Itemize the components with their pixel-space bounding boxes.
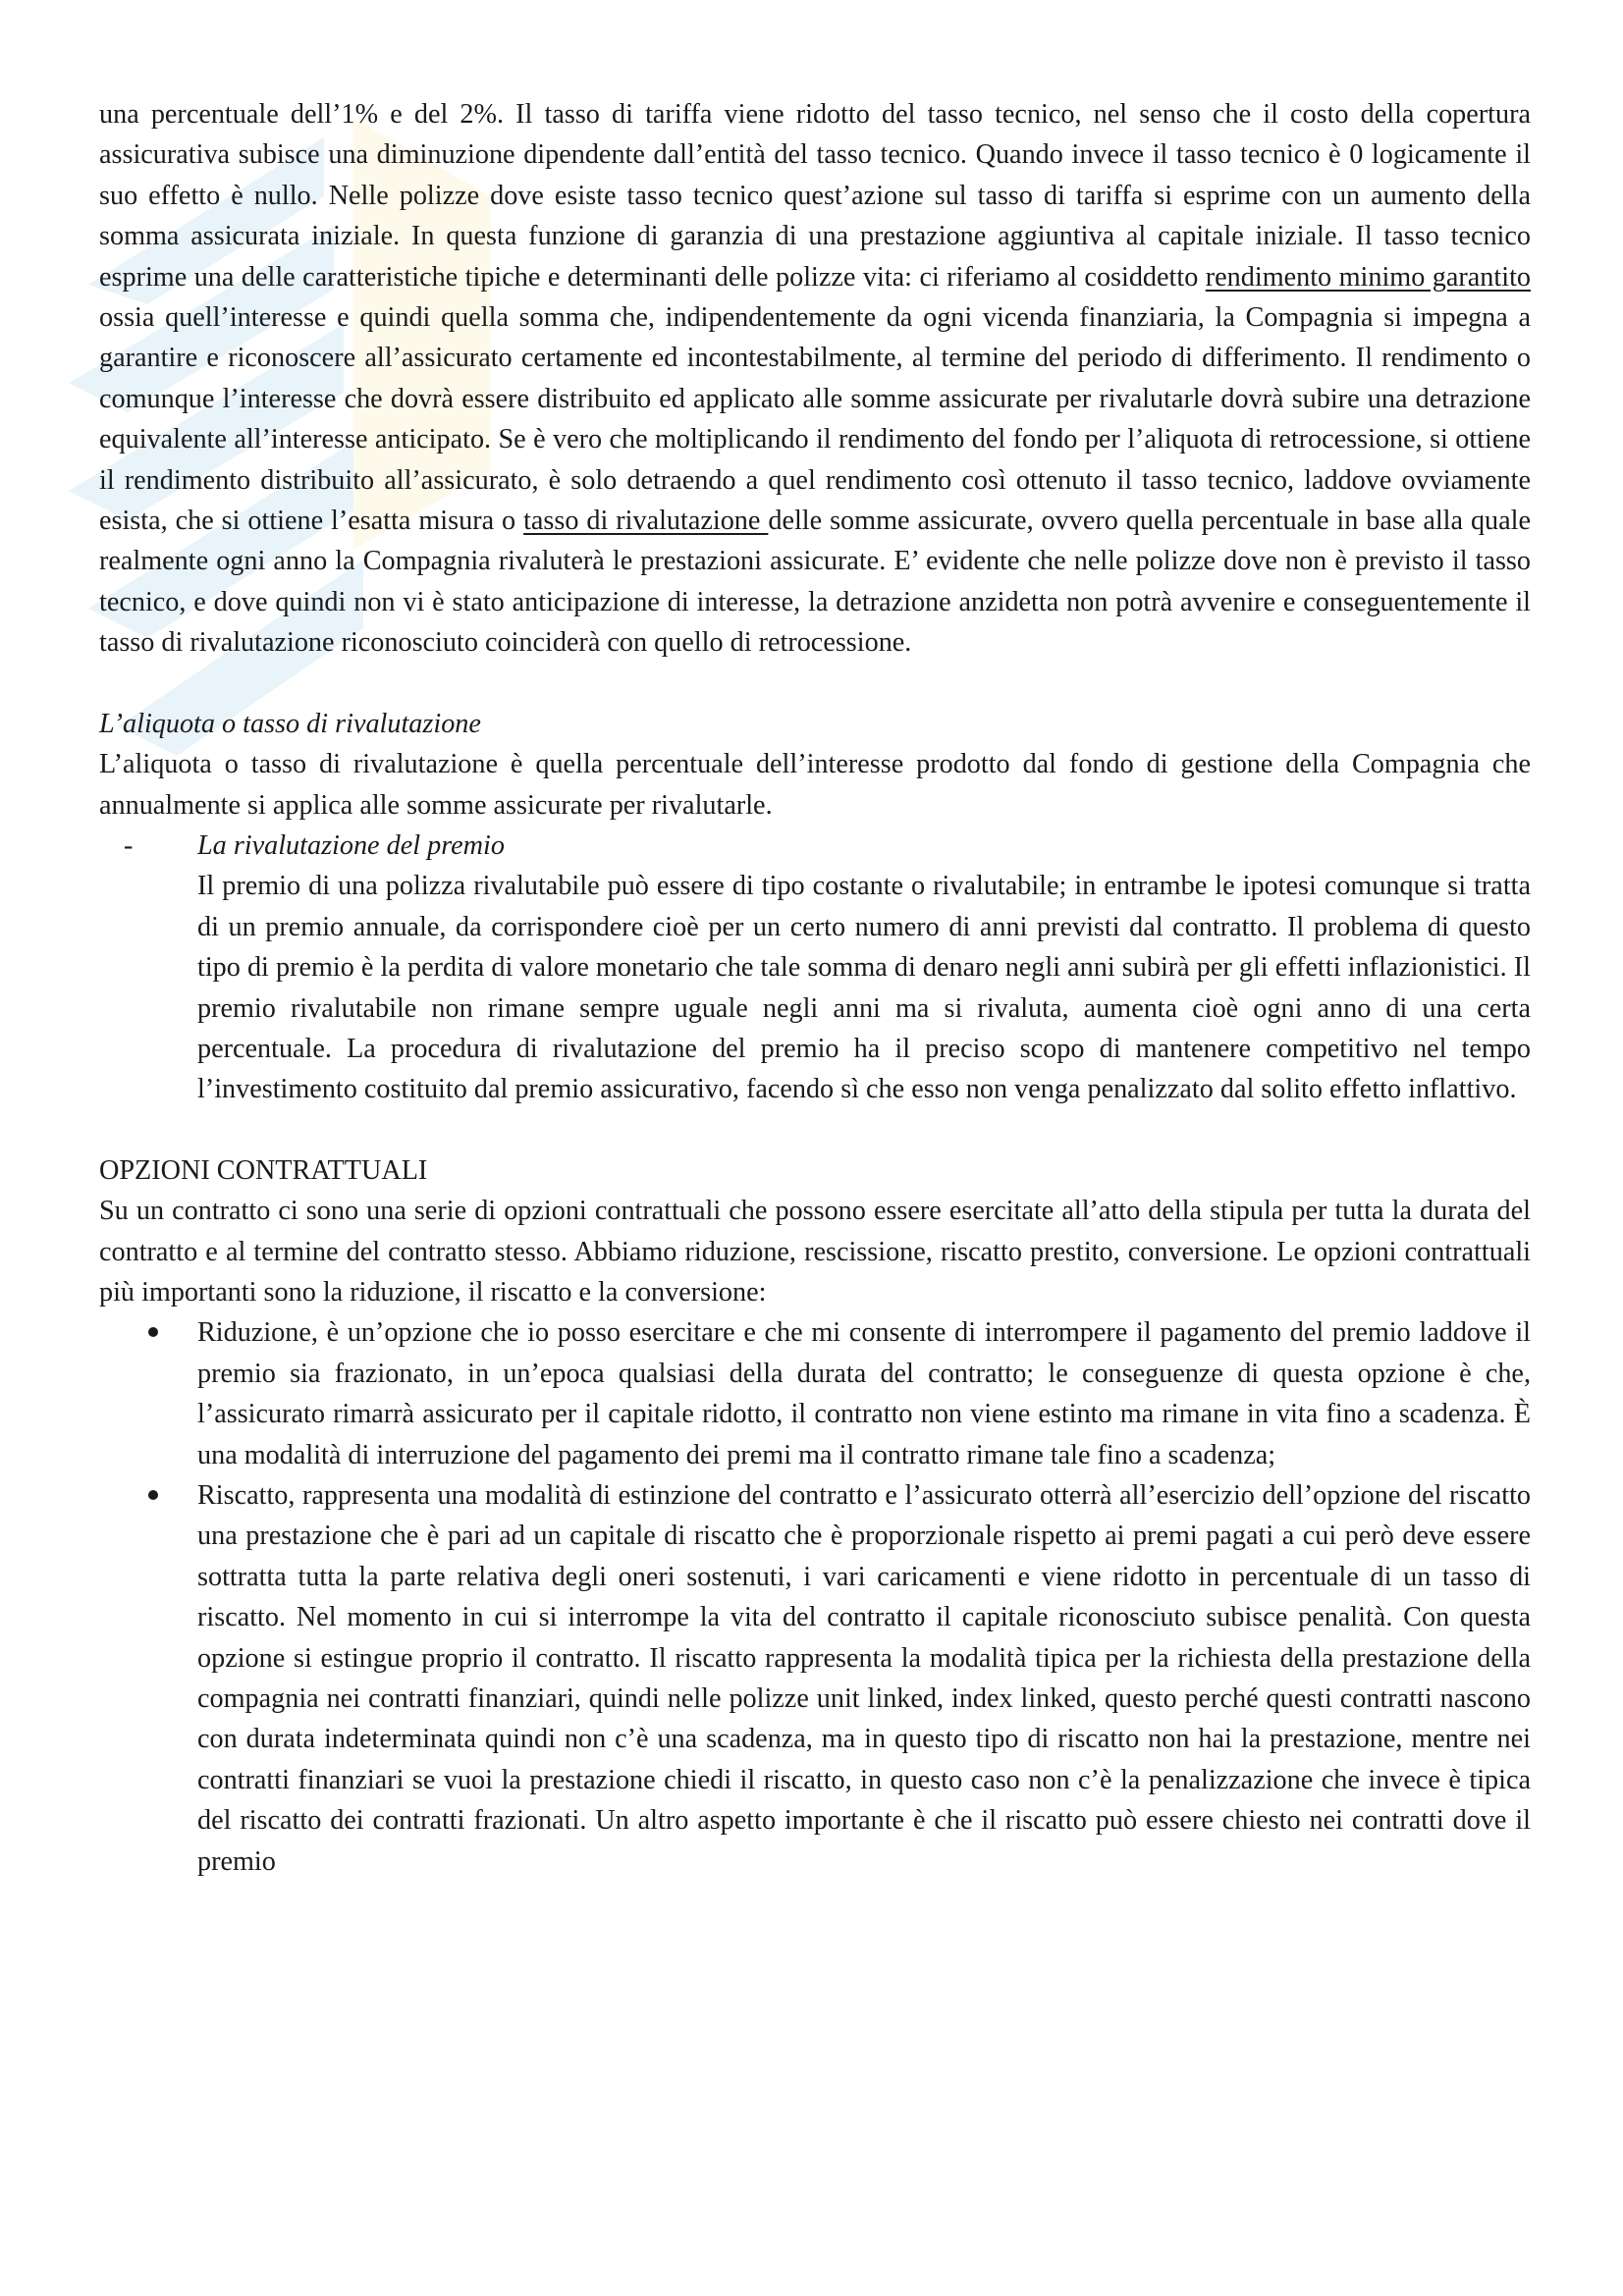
underlined-term-tasso: tasso di rivalutazione: [523, 506, 769, 537]
underlined-term-rendimento: rendimento minimo garantito: [1205, 261, 1531, 293]
opzioni-heading: OPZIONI CONTRATTUALI: [99, 1154, 428, 1186]
bullet-icon: [148, 1490, 158, 1500]
bullet-icon: [148, 1327, 158, 1337]
aliquota-paragraph: L’aliquota o tasso di rivalutazione è quella percentuale dell’interesse prodotto dal fondo di gestione della Compagnia che annualmente si applica alle somme assicurate per rivalutarle.: [99, 749, 1531, 821]
opzioni-paragraph: Su un contratto ci sono una serie di opzioni contrattuali che possono essere esercitate all’atto della stipula per tutta la durata del contratto e al termine del contratto stesso. Abbiamo riduzione, rescissione, riscatto prestito, conversione. Le opzioni contrattuali più importanti sono la riduzione, il riscatto e la conversione:: [99, 1196, 1531, 1308]
aliquota-heading: L’aliquota o tasso di rivalutazione: [99, 708, 481, 739]
rivalutazione-premio-heading: La rivalutazione del premio: [197, 829, 505, 861]
list-item-riduzione: Riduzione, è un’opzione che io posso esercitare e che mi consente di interrompere il pagamento del premio laddove il premio sia frazionato, in un’epoca qualsiasi della durata del contratto; le conseguenze di questa opzione è che, l’assicurato rimarrà assicurato per il capitale ridotto, il contratto non viene estinto ma rimane in vita fino a scadenza. È una modalità di interruzione del pagamento dei premi ma il contratto rimane tale fino a scadenza;: [99, 1312, 1531, 1475]
dash-marker: -: [124, 829, 134, 861]
rivalutazione-premio-text: Il premio di una polizza rivalutabile può essere di tipo costante o rivalutabile; in entrambe le ipotesi comunque si tratta di un premio annuale, da corrispondere cioè per un certo numero di anni previsti dal contratto. Il problema di questo tipo di premio è la perdita di valore monetario che tale somma di denaro negli anni subirà per gli effetti inflazionistici. Il premio rivalutabile non rimane sempre uguale negli anni ma si rivaluta, aumenta cioè ogni anno di una certa percentuale. La procedura di rivalutazione del premio ha il preciso scopo di mantenere competitivo nel tempo l’investimento costituito dal premio assicurativo, facendo sì che esso non venga penalizzato dal solito effetto inflattivo.: [197, 871, 1531, 1105]
document-page: [99, 94, 1531, 1882]
rivalutazione-premio-item: [99, 826, 1531, 1110]
list-item-riscatto: Riscatto, rappresenta una modalità di estinzione del contratto e l’assicurato otterrà all’esercizio dell’opzione del riscatto una prestazione che è pari ad un capitale di riscatto che è proporzionale rispetto ai premi pagati a cui però deve essere sottratta tutta la parte relativa degli oneri sostenuti, i vari caricamenti e viene ridotto in percentuale di un tasso di riscatto. Nel momento in cui si interrompe la vita del contratto il capitale riconosciuto subisce penalità. Con questa opzione si estingue proprio il contratto. Il riscatto rappresenta la modalità tipica per la richiesta della prestazione della compagnia nei contratti finanziari, quindi nelle polizze unit linked, index linked, questo perché questi contratti nascono con durata indeterminata quindi non c’è una scadenza, ma in questo tipo di riscatto non hai la prestazione, mentre nei contratti finanziari se vuoi la prestazione chiedi il riscatto, in questo caso non c’è la penalizzazione che invece è tipica del riscatto dei contratti frazionati. Un altro aspetto importante è che il riscatto può essere chiesto nei contratti dove il premio: [99, 1475, 1531, 1882]
intro-paragraph: una percentuale dell’1% e del 2%. Il tasso di tariffa viene ridotto del tasso tecnico, nel senso che il costo della copertura assicurativa subisce una diminuzione dipendente dall’entità del tasso tecnico. Quando invece il tasso tecnico è 0 logicamente il suo effetto è nullo. Nelle polizze dove esiste tasso tecnico quest’azione sul tasso di tariffa si esprime con un aumento della somma assicurata iniziale. In questa funzione di garanzia di una prestazione aggiuntiva al capitale iniziale. Il tasso tecnico esprime una delle caratteristiche tipiche e determinanti delle polizze vita: ci riferiamo al cosiddetto rendimento minimo garantito ossia quell’interesse e quindi quella somma che, indipendentemente da ogni vicenda finanziaria, la Compagnia si impegna a garantire e riconoscere all’assicurato certamente ed incontestabilmente, al termine del periodo di differimento. Il rendimento o comunque l’interesse che dovrà essere distribuito ed applicato alle somme assicurate per rivalutarle dovrà subire una detrazione equivalente all’interesse anticipato. Se è vero che moltiplicando il rendimento del fondo per l’aliquota di retrocessione, si ottiene il rendimento distribuito all’assicurato, è solo detraendo a quel rendimento così ottenuto il tasso tecnico, laddove ovviamente esista, che si ottiene l’esatta misura o tasso di rivalutazione delle somme assicurate, ovvero quella percentuale in base alla quale realmente ogni anno la Compagnia rivaluterà le prestazioni assicurate. E’ evidente che nelle polizze dove non è previsto il tasso tecnico, e dove quindi non vi è stato anticipazione di interesse, la detrazione anzidetta non potrà avvenire e conseguentemente il tasso di rivalutazione riconosciuto coinciderà con quello di retrocessione.: [99, 99, 1531, 659]
